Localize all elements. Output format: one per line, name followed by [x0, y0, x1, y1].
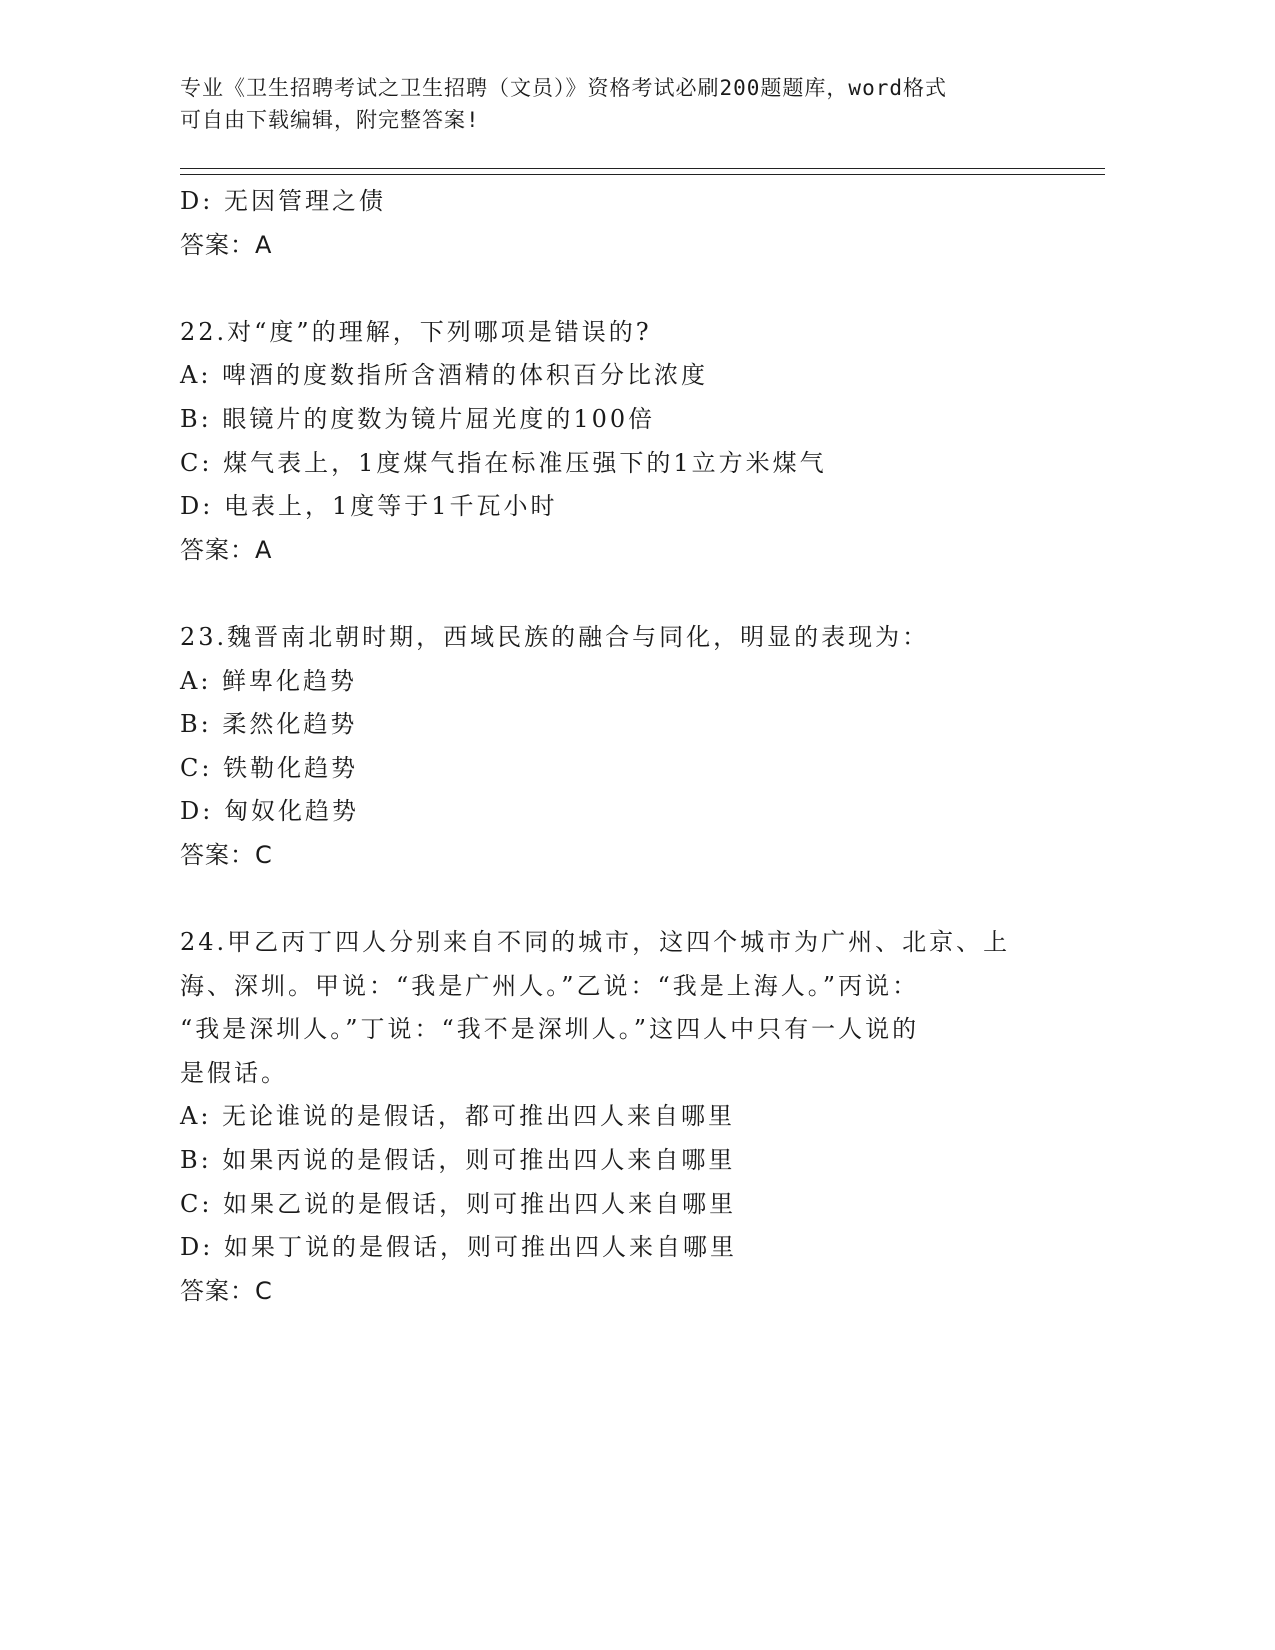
question-stem-line-1: 24.甲乙丙丁四人分别来自不同的城市，这四个城市为广州、北京、上 — [180, 928, 1011, 957]
prev-question-option-d: D: 无因管理之债 — [180, 187, 386, 215]
option-a: A: 鲜卑化趋势 — [180, 666, 358, 695]
question-content — [180, 180, 1080, 1313]
spacer — [180, 878, 1080, 922]
question-23 — [180, 616, 1080, 878]
answer: 答案：C — [180, 1276, 273, 1305]
question-stem-line-3: “我是深圳人。”丁说：“我不是深圳人。”这四人中只有一人说的 — [180, 1015, 920, 1044]
option-d: D: 匈奴化趋势 — [180, 797, 359, 826]
question-stem-line-2: 海、深圳。甲说：“我是广州人。”乙说：“我是上海人。”丙说： — [180, 971, 920, 1000]
option-d: D: 电表上，1度等于1千瓦小时 — [180, 492, 558, 521]
question-stem-line-4: 是假话。 — [180, 1058, 288, 1087]
answer: 答案：C — [180, 840, 273, 869]
question-22 — [180, 311, 1080, 573]
option-b: B: 柔然化趋势 — [180, 710, 358, 739]
question-stem: 22.对“度”的理解，下列哪项是错误的? — [180, 317, 652, 346]
header-title-line-2: 可自由下载编辑，附完整答案! — [180, 108, 480, 132]
question-stem: 23.魏晋南北朝时期，西域民族的融合与同化，明显的表现为： — [180, 622, 930, 651]
document-header — [180, 72, 1040, 136]
option-a: A: 无论谁说的是假话，都可推出四人来自哪里 — [180, 1102, 736, 1131]
option-b: B: 眼镜片的度数为镜片屈光度的100倍 — [180, 404, 656, 433]
option-c: C: 煤气表上，1度煤气指在标准压强下的1立方米煤气 — [180, 448, 827, 477]
header-divider-top — [180, 168, 1105, 169]
prev-question-answer: 答案：A — [180, 230, 273, 259]
option-a: A: 啤酒的度数指所含酒精的体积百分比浓度 — [180, 361, 709, 390]
spacer — [180, 572, 1080, 616]
option-b: B: 如果丙说的是假话，则可推出四人来自哪里 — [180, 1146, 736, 1175]
spacer — [180, 267, 1080, 311]
option-c: C: 铁勒化趋势 — [180, 753, 359, 782]
header-divider-bottom — [180, 174, 1105, 175]
answer: 答案：A — [180, 535, 273, 564]
option-d: D: 如果丁说的是假话，则可推出四人来自哪里 — [180, 1233, 737, 1262]
question-24 — [180, 921, 1080, 1313]
option-c: C: 如果乙说的是假话，则可推出四人来自哪里 — [180, 1189, 737, 1218]
header-title-line-1: 专业《卫生招聘考试之卫生招聘（文员）》资格考试必刷200题题库，word格式 — [180, 76, 947, 100]
